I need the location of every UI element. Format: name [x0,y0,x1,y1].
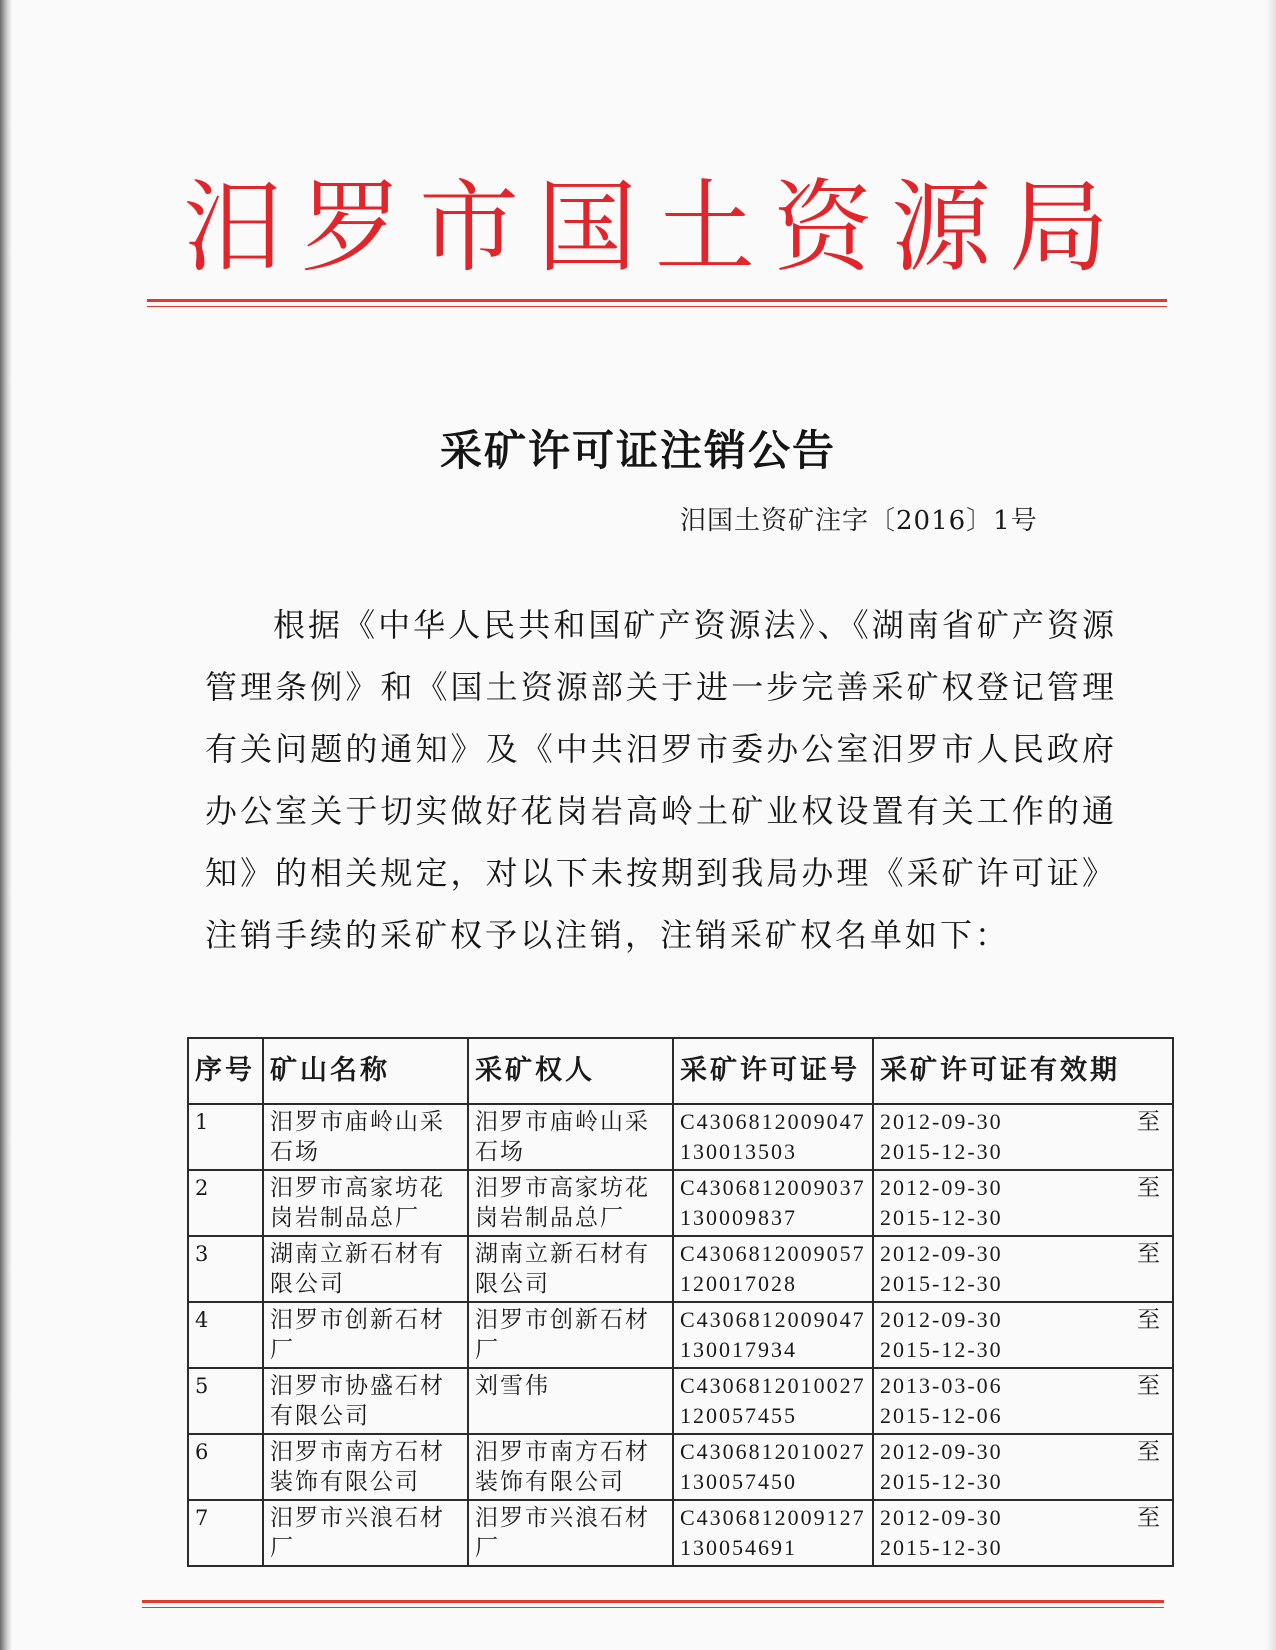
table-row [188,1236,1173,1302]
cell-owner: 汨罗市南方石材装饰有限公司 [468,1434,673,1500]
document-title: 采矿许可证注销公告 [439,426,836,475]
validity-start: 2012-09-30 [880,1505,1003,1530]
validity-end: 2015-12-30 [880,1205,1003,1230]
table-row [188,1170,1173,1236]
cell-license-no: C4306812009047130013503 [673,1104,873,1170]
cell-validity [873,1302,1173,1368]
cell-owner: 汨罗市高家坊花岗岩制品总厂 [468,1170,673,1236]
cancelled-licenses-table [187,1037,1174,1567]
validity-start: 2012-09-30 [880,1175,1003,1200]
table-row [188,1368,1173,1434]
validity-start: 2012-09-30 [880,1439,1003,1464]
cell-license-no: C4306812010027130057450 [673,1434,873,1500]
red-divider-bottom [142,1600,1164,1603]
validity-start: 2012-09-30 [880,1241,1003,1266]
cell-license-no: C4306812009057120017028 [673,1236,873,1302]
document-number: 汨国土资矿注字〔2016〕1号 [680,506,1038,536]
cell-seq: 1 [188,1104,263,1170]
agency-header-title: 汨罗市国土资源局 [183,169,1127,286]
cell-license-no: C4306812009047130017934 [673,1302,873,1368]
body-paragraph: 根据《中华人民共和国矿产资源法》、《湖南省矿产资源管理条例》和《国土资源部关于进一步完善采矿权登记管理有关问题的通知》及《中共汨罗市委办公室汨罗市人民政府办公室关于切实做好花岗岩高岭土矿业权设置有关工作的通知》的相关规定，对以下未按期到我局办理《采矿许可证》注销手续的采矿权予以注销，注销采矿权名单如下： [205,606,1117,954]
scan-left-edge [0,0,12,1650]
cell-owner: 刘雪伟 [468,1368,673,1434]
table-row [188,1302,1173,1368]
validity-to: 至 [1137,1373,1162,1399]
cell-mine-name: 汨罗市协盛石材有限公司 [263,1368,468,1434]
validity-to: 至 [1137,1241,1162,1267]
table-row [188,1434,1173,1500]
validity-end: 2015-12-30 [880,1139,1003,1164]
validity-to: 至 [1137,1505,1162,1531]
validity-end: 2015-12-30 [880,1337,1003,1362]
cell-owner: 汨罗市创新石材厂 [468,1302,673,1368]
cell-seq: 4 [188,1302,263,1368]
cell-validity [873,1170,1173,1236]
red-divider-bottom-thin [142,1607,1164,1608]
cell-validity [873,1236,1173,1302]
cell-license-no: C4306812010027120057455 [673,1368,873,1434]
header-validity: 采矿许可证有效期 [873,1038,1173,1104]
table-header-row [188,1038,1173,1104]
validity-end: 2015-12-30 [880,1469,1003,1494]
table-row [188,1104,1173,1170]
cell-validity [873,1434,1173,1500]
cell-mine-name: 湖南立新石材有限公司 [263,1236,468,1302]
header-seq: 序号 [188,1038,263,1104]
validity-start: 2012-09-30 [880,1109,1003,1134]
scan-right-edge [1266,0,1276,1650]
red-divider-top-thin [147,306,1167,307]
cell-license-no: C4306812009037130009837 [673,1170,873,1236]
validity-end: 2015-12-30 [880,1271,1003,1296]
header-mine-name: 矿山名称 [263,1038,468,1104]
header-owner: 采矿权人 [468,1038,673,1104]
header-license-no: 采矿许可证号 [673,1038,873,1104]
cell-validity [873,1500,1173,1566]
validity-to: 至 [1137,1439,1162,1465]
validity-start: 2013-03-06 [880,1373,1003,1398]
table-row [188,1500,1173,1566]
cell-mine-name: 汨罗市南方石材装饰有限公司 [263,1434,468,1500]
validity-end: 2015-12-06 [880,1403,1003,1428]
cell-owner: 汨罗市庙岭山采石场 [468,1104,673,1170]
validity-to: 至 [1137,1109,1162,1135]
cell-seq: 7 [188,1500,263,1566]
red-divider-top [147,299,1167,302]
cell-seq: 6 [188,1434,263,1500]
cell-seq: 3 [188,1236,263,1302]
cell-mine-name: 汨罗市高家坊花岗岩制品总厂 [263,1170,468,1236]
cell-license-no: C4306812009127130054691 [673,1500,873,1566]
validity-start: 2012-09-30 [880,1307,1003,1332]
cell-owner: 汨罗市兴浪石材厂 [468,1500,673,1566]
cell-mine-name: 汨罗市庙岭山采石场 [263,1104,468,1170]
validity-end: 2015-12-30 [880,1535,1003,1560]
cell-mine-name: 汨罗市兴浪石材厂 [263,1500,468,1566]
cell-seq: 2 [188,1170,263,1236]
cell-seq: 5 [188,1368,263,1434]
cell-mine-name: 汨罗市创新石材厂 [263,1302,468,1368]
cell-validity [873,1368,1173,1434]
cell-validity [873,1104,1173,1170]
validity-to: 至 [1137,1175,1162,1201]
cell-owner: 湖南立新石材有限公司 [468,1236,673,1302]
validity-to: 至 [1137,1307,1162,1333]
